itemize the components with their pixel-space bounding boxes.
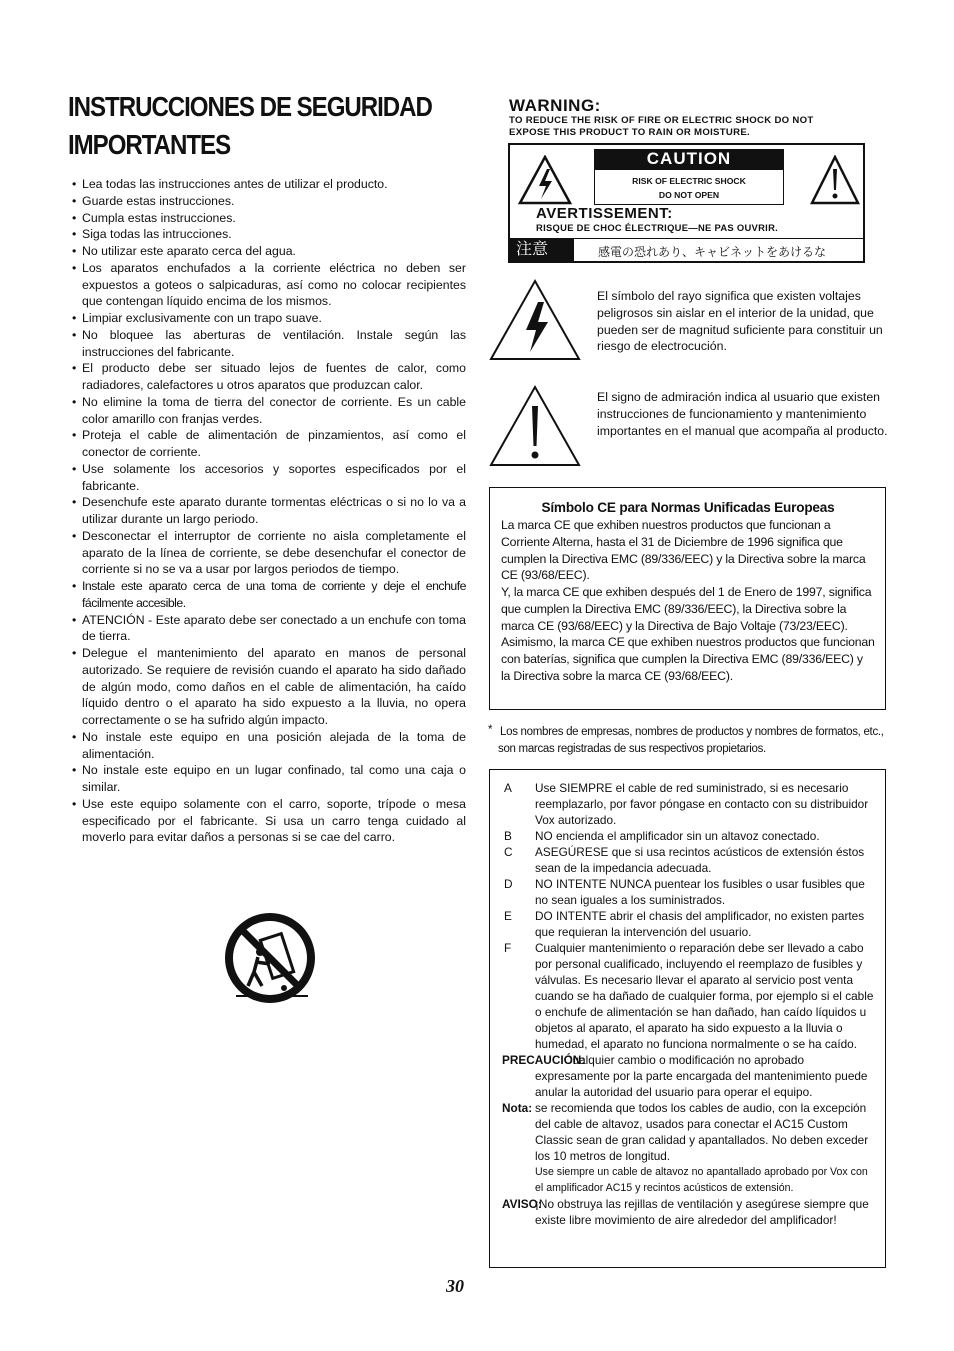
cart-warning-icon [224, 912, 316, 1004]
caution-title: CAUTION [594, 149, 784, 169]
list-item: • Delegue el mantenimiento del aparato en manos de personal autorizado. Se requiere de revisión cuando el aparato ha sido dañado de algún modo, como daños en el cable de alimentación, ha caído líquido dentro o el aparato ha sido expuesto a la lluvia, no opera correctamente o se ha sufrido algún impacto. [70, 645, 466, 729]
page-title-line-2: IMPORTANTES [68, 129, 231, 160]
nota-label: Nota: [502, 1101, 533, 1115]
precaucion-note [502, 1052, 875, 1100]
list-item: • El producto debe ser situado lejos de fuentes de calor, como radiadores, calefactores u otros aparatos que produzcan calor. [70, 360, 466, 394]
list-item: • No instale este equipo en una posición alejada de la toma de alimentación. [70, 729, 466, 763]
item-text: ASEGÚRESE que si usa recintos acústicos de extensión éstos sean de la impedancia adecuada. [535, 845, 865, 875]
amplifier-notes-box [489, 769, 886, 1268]
ce-paragraph-2: Y, la marca CE que exhiben después del 1 de Enero de 1997, significa que cumplen la Directiva EMC (89/336/EEC), la Directiva sobre la marca CE (93/68/EEC) y la Directiva de Bajo Voltaje (73/23/EEC). [501, 585, 872, 633]
precaucion-text: Cualquier cambio o modificación no aprobado expresamente por la parte encargada del mantenimiento puede anular la autoridad del usuario para operar el equipo. [535, 1053, 868, 1099]
warning-line-1: TO REDUCE THE RISK OF FIRE OR ELECTRIC SHOCK DO NOT [509, 115, 814, 126]
page-title-line-1: INSTRUCCIONES DE SEGURIDAD [68, 91, 432, 122]
item-key: F [504, 941, 512, 955]
japanese-label: 注意 [510, 239, 574, 261]
trademark-footnote [488, 724, 888, 758]
list-item: • Use este equipo solamente con el carro, soporte, trípode o mesa especificado por el fabricante. Si usa un carro tenga cuidado al moverlo para evitar daños a personas si se cae del carro. [70, 796, 466, 846]
item-text: DO INTENTE abrir el chasis del amplificador, no existen partes que requieran la intervención del usuario. [535, 909, 865, 939]
footnote-mark: * [488, 724, 493, 736]
list-item [502, 940, 875, 1052]
list-item: • Desenchufe este aparato durante tormentas eléctricas o si no lo va a utilizar durante un largo periodo. [70, 494, 466, 528]
list-item: • Limpiar exclusivamente con un trapo suave. [70, 310, 466, 327]
list-item: • Use solamente los accesorios y soportes especificados por el fabricante. [70, 461, 466, 495]
list-item [502, 780, 875, 828]
item-text: NO INTENTE NUNCA puentear los fusibles o usar fusibles que no sean iguales a los suministrados. [535, 877, 865, 907]
item-text: NO encienda el amplificador sin un altavoz conectado. [535, 829, 820, 843]
list-item: • Los aparatos enchufados a la corriente eléctrica no deben ser expuestos a goteos o salpicaduras, así como no colocar recipientes que contengan líquido encima de los mismos. [70, 260, 466, 310]
warning-line-2: EXPOSE THIS PRODUCT TO RAIN OR MOISTURE. [509, 127, 751, 138]
risk-line-1: RISK OF ELECTRIC SHOCK [632, 176, 746, 186]
exclamation-description: El signo de admiración indica al usuario que existen instrucciones de funcionamiento y mantenimiento importantes en el manual que acompaña al producto. [597, 390, 888, 438]
avertissement-text: RISQUE DE CHOC ÉLECTRIQUE—NE PAS OUVRIR. [536, 222, 779, 233]
japanese-warning-bar [510, 238, 863, 261]
list-item: • Cumpla estas instrucciones. [70, 210, 466, 227]
exclamation-triangle-icon [488, 384, 582, 468]
item-key: D [504, 877, 513, 891]
list-item [502, 828, 875, 844]
page-title [68, 88, 432, 164]
caution-label-box [508, 143, 865, 263]
list-item: • Proteja el cable de alimentación de pinzamientos, así como el conector de corriente. [70, 427, 466, 461]
list-item [502, 844, 875, 876]
warning-heading: WARNING: [509, 96, 601, 115]
list-item: • No utilizar este aparato cerca del agua. [70, 243, 466, 260]
avertissement-heading: AVERTISSEMENT: [536, 205, 673, 222]
list-item: • Siga todas las intrucciones. [70, 226, 466, 243]
lightning-description: El símbolo del rayo significa que existen voltajes peligrosos sin aislar en el interior de la unidad, que pueden ser de magnitud suficiente para constituir un riesgo de electrocución. [597, 289, 883, 354]
aviso-text: ¡No obstruya las rejillas de ventilación y asegúrese siempre que existe libre movimiento de aire alrededor del amplificador! [535, 1197, 869, 1227]
list-item: • No elimine la toma de tierra del conector de corriente. Es un cable color amarillo con franjas verdes. [70, 394, 466, 428]
lightning-triangle-icon [518, 155, 572, 205]
list-item: • Instale este aparato cerca de una toma de corriente y deje el enchufe fácilmente accesible. [70, 578, 466, 612]
nota-small-text: Use siempre un cable de altavoz no apantallado aprobado por Vox con el amplificador AC15 y recintos acústicos de extensión. [535, 1166, 868, 1194]
list-item: • Lea todas las instrucciones antes de utilizar el producto. [70, 176, 466, 193]
page-number: 30 [446, 1276, 464, 1296]
aviso-note [502, 1196, 875, 1228]
lightning-triangle-icon [488, 278, 582, 362]
list-item: • Guarde estas instrucciones. [70, 193, 466, 210]
item-key: E [504, 909, 512, 923]
ce-symbol-box [489, 487, 886, 710]
risk-box [594, 169, 784, 205]
ce-title: Símbolo CE para Normas Unificadas Europeas [541, 500, 835, 515]
list-item: • ATENCIÓN - Este aparato debe ser conectado a un enchufe con toma de tierra. [70, 612, 466, 646]
item-key: B [504, 829, 512, 843]
risk-line-2: DO NOT OPEN [658, 190, 720, 200]
aviso-label: AVISO: [502, 1197, 542, 1211]
list-item: • No instale este equipo en un lugar confinado, tal como una caja o similar. [70, 762, 466, 796]
footnote-text: Los nombres de empresas, nombres de productos y nombres de formatos, etc., son marcas registradas de sus respectivos propietarios. [498, 726, 884, 755]
ce-paragraph-3: Asimismo, la marca CE que exhiben nuestros productos que funcionan con baterías, significa que cumplen la Directiva EMC (89/336/EEC) y la Directiva sobre la marca CE (93/68/EEC). [501, 635, 875, 683]
item-text: Use SIEMPRE el cable de red suministrado, si es necesario reemplazarlo, por favor póngase en contacto con su distribuidor Vox autorizado. [535, 781, 869, 827]
safety-instructions-list [70, 176, 466, 846]
nota-text: se recomienda que todos los cables de audio, con la excepción del cable de altavoz, usados para conectar el AC15 Custom Classic sean de gran calidad y apantallados. No deben exceder los 10 metros de longitud. [535, 1101, 869, 1163]
exclamation-triangle-icon [810, 155, 860, 205]
ce-paragraph-1: La marca CE que exhiben nuestros productos que funcionan a Corriente Alterna, hasta el 31 de Diciembre de 1996 significa que cumplen la Directiva EMC (89/336/EEC) y la Directiva sobre la marca CE (93/68/EEC). [501, 518, 866, 583]
list-item: • No bloquee las aberturas de ventilación. Instale según las instrucciones del fabricante. [70, 327, 466, 361]
precaucion-label: PRECAUCIÓN: [502, 1053, 586, 1067]
nota-note [502, 1100, 875, 1196]
item-key: A [504, 781, 512, 795]
item-key: C [504, 845, 513, 859]
japanese-text: 感電の恐れあり、キャビネットをあけるな [598, 245, 827, 259]
list-item [502, 876, 875, 908]
list-item: • Desconectar el interruptor de corriente no aisla completamente el aparato de la línea de corriente, se debe desenchufar el conector de corriente si no se va a usar por largos periodos de tiempo. [70, 528, 466, 578]
item-text: Cualquier mantenimiento o reparación debe ser llevado a cabo por personal cualificado, incluyendo el reemplazo de fusibles y válvulas. Es necesario llevar el aparato al servicio post venta cuando se ha dañado de cualquier forma, por ejemplo si el cable o enchufe de alimentación se han dañado, han caído líquidos u objetos al aparato, el aparato ha sido expuesto a la lluvia o humedad, el aparato no funciona normalmente o se ha caído. [535, 941, 874, 1051]
list-item [502, 908, 875, 940]
